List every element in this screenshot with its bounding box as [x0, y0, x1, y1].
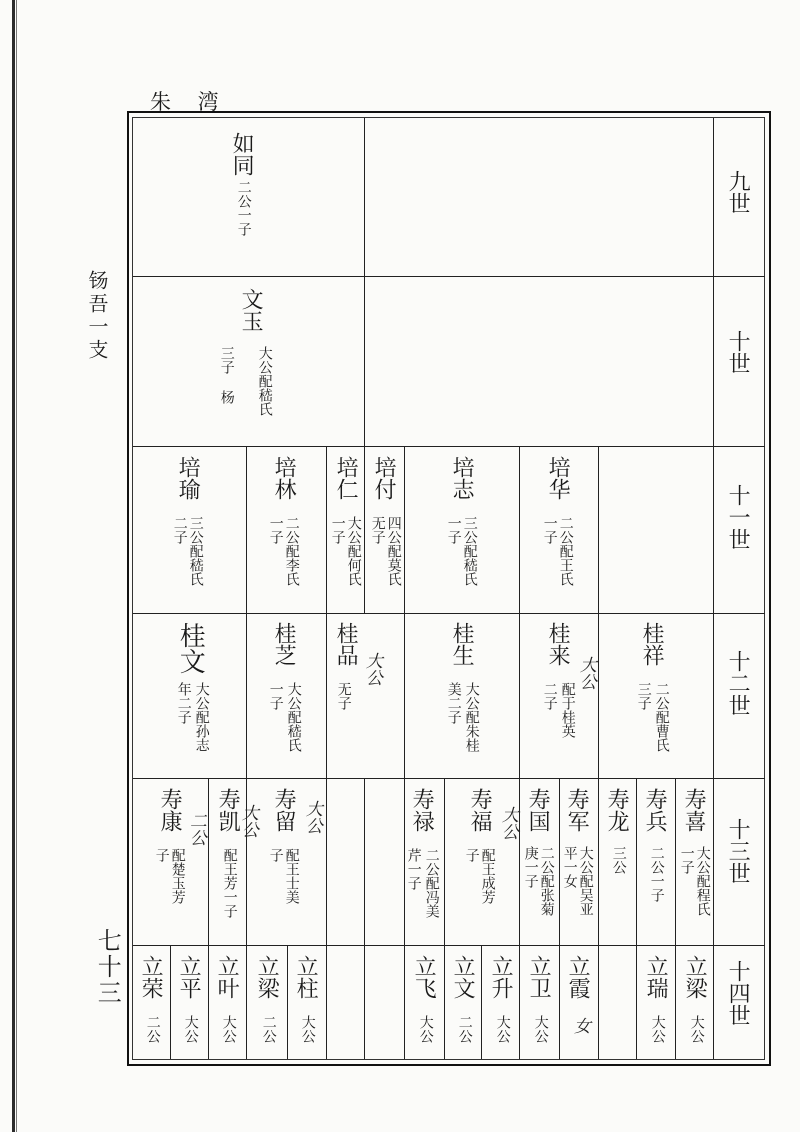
handwritten-note: 大公 — [497, 806, 518, 840]
person-name: 培志 — [449, 456, 475, 500]
column-divider — [598, 778, 599, 945]
person-detail: 无子 — [369, 516, 386, 544]
person-name: 立霞 — [565, 955, 591, 999]
person-name: 培仁 — [333, 456, 359, 500]
person-detail: 大公 — [417, 1015, 434, 1043]
person-name: 立平 — [176, 955, 202, 999]
column-divider — [404, 613, 405, 778]
person-detail: 大公配朱桂 — [463, 682, 480, 752]
page-header: 朱 湾 — [150, 90, 229, 114]
person-name: 立梁 — [254, 955, 280, 999]
person-detail: 子 — [153, 848, 170, 862]
person-name: 寿凯 — [215, 788, 241, 832]
person-name: 培华 — [545, 456, 571, 500]
row-divider — [133, 613, 765, 614]
person-detail: 大公配嵇氏 — [285, 682, 302, 752]
person-detail: 一子 — [678, 846, 695, 874]
generation-label: 九世 — [725, 170, 751, 214]
column-divider — [364, 118, 365, 446]
person-name: 文玉 — [238, 288, 264, 332]
column-divider — [444, 778, 445, 945]
column-divider — [364, 778, 365, 945]
column-divider — [246, 446, 247, 613]
column-divider — [326, 945, 327, 1059]
column-divider — [364, 945, 365, 1059]
person-detail: 大公 — [532, 1015, 549, 1043]
person-detail: 大公 — [299, 1015, 316, 1043]
person-detail: 平一女 — [561, 846, 578, 888]
person-name: 立柱 — [293, 955, 319, 999]
column-divider — [404, 446, 405, 613]
handwritten-note: 女 — [569, 1017, 590, 1034]
person-name: 桂文 — [175, 622, 206, 674]
person-detail: 二公配王氏 — [557, 516, 574, 586]
column-divider — [208, 945, 209, 1059]
handwritten-note: 大公 — [361, 652, 382, 686]
person-name: 寿留 — [271, 788, 297, 832]
binding-edge-inner — [16, 0, 17, 1132]
person-detail: 二公配曹氏 — [653, 682, 670, 752]
column-divider — [444, 945, 445, 1059]
person-cell — [230, 132, 253, 236]
person-detail: 一子 — [267, 516, 284, 544]
generation-label: 十四世 — [725, 960, 751, 1026]
column-divider — [364, 446, 365, 613]
person-detail: 配于桂英 — [559, 682, 576, 738]
handwritten-note: 大公 — [575, 656, 596, 690]
person-detail: 大公配嵇氏 — [256, 346, 273, 416]
column-divider — [404, 778, 405, 945]
column-divider — [170, 945, 171, 1059]
person-name: 如同 — [229, 132, 255, 176]
handwritten-note: 大公 — [237, 804, 258, 838]
person-detail: 三子 杨 — [218, 346, 235, 404]
person-detail: 配王成芳 — [479, 848, 496, 904]
person-detail: 美二子 — [445, 682, 462, 724]
person-name: 寿禄 — [409, 788, 435, 832]
person-name: 立升 — [488, 955, 514, 999]
person-name: 寿福 — [467, 788, 493, 832]
column-divider — [559, 945, 560, 1059]
person-detail: 三公配嵇氏 — [461, 516, 478, 586]
person-name: 桂芝 — [271, 622, 297, 666]
handwritten-note: 大公 — [301, 800, 322, 834]
person-detail: 一子 — [267, 682, 284, 710]
person-name: 培付 — [371, 456, 397, 500]
person-name: 寿国 — [525, 788, 551, 832]
person-detail: 一子 — [541, 516, 558, 544]
person-name: 立卫 — [526, 955, 552, 999]
generation-label: 十三世 — [725, 818, 751, 884]
column-divider — [326, 613, 327, 778]
person-detail: 配楚玉芳 — [169, 848, 186, 904]
person-name: 桂祥 — [639, 622, 665, 666]
column-divider — [208, 778, 209, 945]
person-name: 培瑜 — [175, 456, 201, 500]
person-detail: 四公配莫氏 — [385, 516, 402, 586]
person-detail: 二子 — [171, 516, 188, 544]
page-number: 七十三 — [93, 928, 122, 1006]
column-divider — [519, 446, 520, 613]
person-detail: 二公 — [456, 1015, 473, 1043]
column-divider — [598, 613, 599, 778]
column-divider — [675, 945, 676, 1059]
person-name: 寿喜 — [681, 788, 707, 832]
person-detail: 二公配冯美 — [423, 848, 440, 918]
generation-column-divider — [713, 118, 714, 1059]
person-detail: 一子 — [445, 516, 462, 544]
person-name: 立瑞 — [643, 955, 669, 999]
column-divider — [636, 945, 637, 1059]
person-detail: 二公一子 — [648, 846, 665, 902]
person-name: 立梁 — [682, 955, 708, 999]
person-detail: 大公配吴亚 — [577, 846, 594, 916]
person-detail: 大公配何氏 — [345, 516, 362, 586]
person-detail: 二公一子 — [235, 180, 252, 236]
handwritten-note: 二公 — [185, 812, 206, 846]
column-divider — [404, 945, 405, 1059]
row-divider — [133, 778, 765, 779]
column-divider — [246, 945, 247, 1059]
person-detail: 年二子 — [175, 682, 192, 724]
person-detail: 大公 — [494, 1015, 511, 1043]
table-frame-inner — [132, 117, 765, 1060]
person-name: 立荣 — [138, 955, 164, 999]
person-detail: 配王芳一子 — [221, 848, 238, 918]
person-detail: 大公 — [182, 1015, 199, 1043]
person-name: 立叶 — [214, 955, 240, 999]
person-detail: 三公 — [610, 846, 627, 874]
person-detail: 一子 — [329, 516, 346, 544]
row-divider — [133, 945, 765, 946]
person-name: 立文 — [450, 955, 476, 999]
column-divider — [519, 613, 520, 778]
person-detail: 大公 — [649, 1015, 666, 1043]
person-detail: 子 — [267, 848, 284, 862]
person-detail: 大公配孙志 — [193, 682, 210, 752]
column-divider — [287, 945, 288, 1059]
column-divider — [246, 613, 247, 778]
generation-label: 十世 — [725, 330, 751, 374]
person-name: 桂生 — [449, 622, 475, 666]
person-detail: 大公 — [220, 1015, 237, 1043]
person-detail: 大公配程氏 — [694, 846, 711, 916]
person-detail: 二公 — [144, 1015, 161, 1043]
person-detail: 二公 — [260, 1015, 277, 1043]
column-divider — [675, 778, 676, 945]
column-divider — [326, 778, 327, 945]
column-divider — [481, 945, 482, 1059]
column-divider — [559, 778, 560, 945]
branch-label: 钖吾一支 — [85, 270, 109, 362]
person-detail: 子 — [463, 848, 480, 862]
person-name: 寿军 — [564, 788, 590, 832]
person-name: 寿康 — [157, 788, 183, 832]
binding-edge — [12, 0, 15, 1132]
person-name: 寿兵 — [642, 788, 668, 832]
column-divider — [598, 446, 599, 613]
person-name: 桂品 — [333, 622, 359, 666]
person-detail: 二子 — [541, 682, 558, 710]
column-divider — [326, 446, 327, 613]
person-detail: 大公 — [688, 1015, 705, 1043]
person-detail: 二公配张菊 — [538, 846, 555, 916]
person-name: 寿龙 — [604, 788, 630, 832]
person-name: 培林 — [271, 456, 297, 500]
column-divider — [636, 778, 637, 945]
person-name: 立飞 — [411, 955, 437, 999]
person-detail: 芹一子 — [405, 848, 422, 890]
person-detail: 三公配嵇氏 — [187, 516, 204, 586]
person-detail: 二公配李氏 — [283, 516, 300, 586]
person-detail: 配王士美 — [283, 848, 300, 904]
generation-label: 十一世 — [725, 484, 751, 550]
person-detail: 庚一子 — [522, 846, 539, 888]
column-divider — [519, 945, 520, 1059]
generation-label: 十二世 — [725, 650, 751, 716]
person-detail: 无子 — [335, 682, 352, 710]
row-divider — [133, 446, 765, 447]
column-divider — [519, 778, 520, 945]
person-detail: 三子 — [635, 682, 652, 710]
person-name: 桂来 — [545, 622, 571, 666]
column-divider — [598, 945, 599, 1059]
row-divider — [133, 276, 765, 277]
